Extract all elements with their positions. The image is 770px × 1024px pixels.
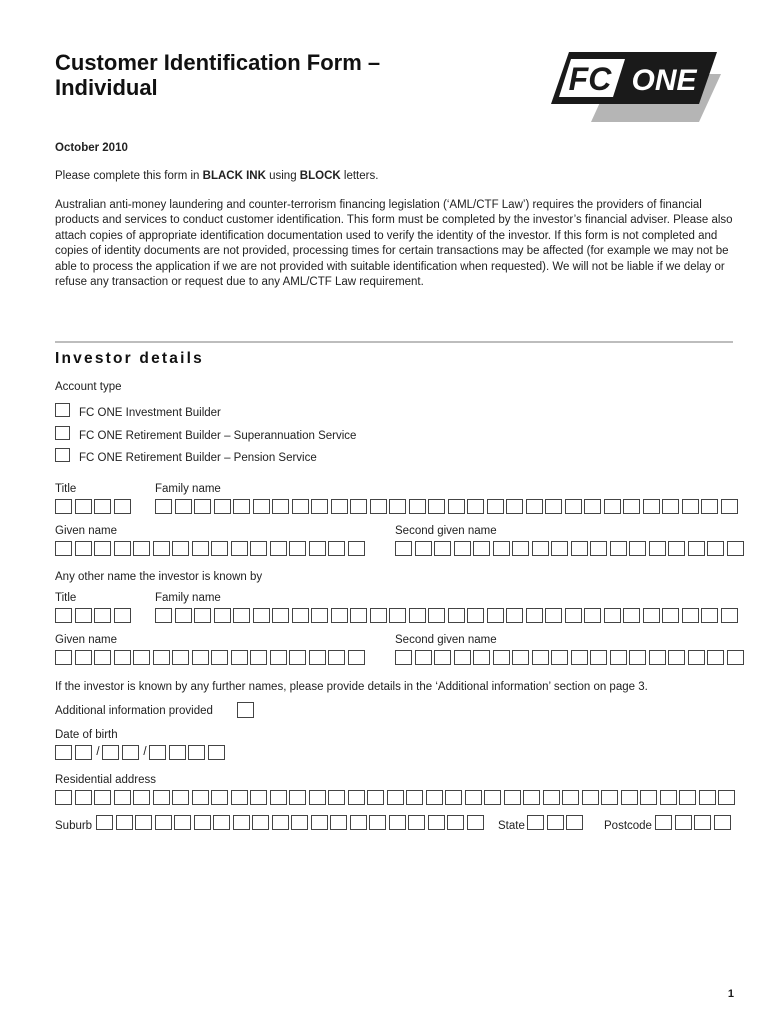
family-name-field[interactable] bbox=[155, 499, 740, 514]
char-box[interactable] bbox=[506, 499, 523, 514]
char-box[interactable] bbox=[94, 541, 111, 556]
char-box[interactable] bbox=[448, 608, 465, 623]
char-box[interactable] bbox=[487, 499, 504, 514]
char-box[interactable] bbox=[465, 790, 482, 805]
char-box[interactable] bbox=[328, 650, 345, 665]
char-box[interactable] bbox=[526, 608, 543, 623]
char-box[interactable] bbox=[233, 608, 250, 623]
char-box[interactable] bbox=[395, 650, 412, 665]
instruction-suffix: letters. bbox=[340, 170, 379, 182]
char-box[interactable] bbox=[640, 790, 657, 805]
char-box[interactable] bbox=[473, 541, 490, 556]
account-type-option-investment: FC ONE Investment Builder bbox=[79, 407, 221, 419]
char-box[interactable] bbox=[701, 608, 718, 623]
dob-year-field[interactable] bbox=[149, 745, 227, 760]
char-box[interactable] bbox=[545, 608, 562, 623]
account-type-option-pension: FC ONE Retirement Builder – Pension Service bbox=[79, 452, 317, 464]
char-box[interactable] bbox=[213, 815, 230, 830]
char-box[interactable] bbox=[426, 790, 443, 805]
instruction-block: BLOCK bbox=[299, 170, 341, 182]
char-box[interactable] bbox=[395, 541, 412, 556]
char-box[interactable] bbox=[194, 499, 211, 514]
char-box[interactable] bbox=[330, 815, 347, 830]
char-box[interactable] bbox=[643, 608, 660, 623]
char-box[interactable] bbox=[135, 815, 152, 830]
char-box[interactable] bbox=[55, 650, 72, 665]
char-box[interactable] bbox=[114, 499, 131, 514]
char-box[interactable] bbox=[445, 790, 462, 805]
char-box[interactable] bbox=[447, 815, 464, 830]
second-given-name-field[interactable] bbox=[395, 541, 746, 556]
char-box[interactable] bbox=[348, 790, 365, 805]
char-box[interactable] bbox=[545, 499, 562, 514]
char-box[interactable] bbox=[467, 608, 484, 623]
char-box[interactable] bbox=[311, 608, 328, 623]
char-box[interactable] bbox=[75, 499, 92, 514]
char-box[interactable] bbox=[211, 790, 228, 805]
char-box[interactable] bbox=[116, 815, 133, 830]
char-box[interactable] bbox=[389, 815, 406, 830]
char-box[interactable] bbox=[532, 650, 549, 665]
char-box[interactable] bbox=[389, 499, 406, 514]
char-box[interactable] bbox=[211, 541, 228, 556]
char-box[interactable] bbox=[526, 499, 543, 514]
char-box[interactable] bbox=[250, 541, 267, 556]
char-box[interactable] bbox=[114, 650, 131, 665]
instruction-middle: using bbox=[265, 170, 300, 182]
char-box[interactable] bbox=[727, 541, 744, 556]
char-box[interactable] bbox=[699, 790, 716, 805]
char-box[interactable] bbox=[122, 745, 139, 760]
char-box[interactable] bbox=[55, 499, 72, 514]
char-box[interactable] bbox=[155, 499, 172, 514]
char-box[interactable] bbox=[75, 608, 92, 623]
char-box[interactable] bbox=[272, 499, 289, 514]
char-box[interactable] bbox=[562, 790, 579, 805]
other-family-name-label: Family name bbox=[155, 592, 221, 604]
char-box[interactable] bbox=[153, 541, 170, 556]
char-box[interactable] bbox=[527, 815, 544, 830]
char-box[interactable] bbox=[601, 790, 618, 805]
char-box[interactable] bbox=[707, 541, 724, 556]
char-box[interactable] bbox=[428, 815, 445, 830]
form-date: October 2010 bbox=[55, 142, 128, 154]
char-box[interactable] bbox=[694, 815, 711, 830]
other-name-label: Any other name the investor is known by bbox=[55, 571, 263, 583]
char-box[interactable] bbox=[172, 541, 189, 556]
char-box[interactable] bbox=[454, 650, 471, 665]
char-box[interactable] bbox=[662, 608, 679, 623]
char-box[interactable] bbox=[328, 790, 345, 805]
char-box[interactable] bbox=[311, 499, 328, 514]
char-box[interactable] bbox=[604, 499, 621, 514]
char-box[interactable] bbox=[649, 541, 666, 556]
char-box[interactable] bbox=[102, 745, 119, 760]
char-box[interactable] bbox=[543, 790, 560, 805]
char-box[interactable] bbox=[96, 815, 113, 830]
instruction-prefix: Please complete this form in bbox=[55, 170, 203, 182]
char-box[interactable] bbox=[231, 650, 248, 665]
char-box[interactable] bbox=[289, 541, 306, 556]
char-box[interactable] bbox=[701, 499, 718, 514]
char-box[interactable] bbox=[551, 541, 568, 556]
char-box[interactable] bbox=[292, 608, 309, 623]
char-box[interactable] bbox=[467, 815, 484, 830]
char-box[interactable] bbox=[428, 499, 445, 514]
instruction-ink: BLACK INK bbox=[202, 170, 266, 182]
char-box[interactable] bbox=[309, 650, 326, 665]
title-label: Title bbox=[55, 483, 77, 495]
state-label: State bbox=[498, 820, 525, 832]
char-box[interactable] bbox=[389, 608, 406, 623]
char-box[interactable] bbox=[331, 499, 348, 514]
char-box[interactable] bbox=[610, 541, 627, 556]
char-box[interactable] bbox=[721, 608, 738, 623]
account-type-checkbox-investment[interactable] bbox=[55, 403, 70, 417]
char-box[interactable] bbox=[610, 650, 627, 665]
char-box[interactable] bbox=[493, 650, 510, 665]
char-box[interactable] bbox=[289, 650, 306, 665]
char-box[interactable] bbox=[250, 790, 267, 805]
char-box[interactable] bbox=[643, 499, 660, 514]
additional-info-checkbox[interactable] bbox=[237, 702, 254, 718]
char-box[interactable] bbox=[169, 745, 186, 760]
char-box[interactable] bbox=[350, 608, 367, 623]
char-box[interactable] bbox=[114, 608, 131, 623]
char-box[interactable] bbox=[409, 608, 426, 623]
char-box[interactable] bbox=[233, 815, 250, 830]
char-box[interactable] bbox=[547, 815, 564, 830]
char-box[interactable] bbox=[55, 745, 72, 760]
char-box[interactable] bbox=[682, 608, 699, 623]
char-box[interactable] bbox=[688, 541, 705, 556]
char-box[interactable] bbox=[668, 541, 685, 556]
char-box[interactable] bbox=[415, 541, 432, 556]
char-box[interactable] bbox=[584, 499, 601, 514]
char-box[interactable] bbox=[94, 499, 111, 514]
char-box[interactable] bbox=[114, 541, 131, 556]
state-field[interactable] bbox=[527, 815, 586, 830]
char-box[interactable] bbox=[565, 608, 582, 623]
char-box[interactable] bbox=[133, 650, 150, 665]
char-box[interactable] bbox=[668, 650, 685, 665]
char-box[interactable] bbox=[679, 790, 696, 805]
char-box[interactable] bbox=[484, 790, 501, 805]
char-box[interactable] bbox=[621, 790, 638, 805]
char-box[interactable] bbox=[211, 650, 228, 665]
char-box[interactable] bbox=[94, 790, 111, 805]
char-box[interactable] bbox=[94, 650, 111, 665]
char-box[interactable] bbox=[214, 608, 231, 623]
char-box[interactable] bbox=[571, 650, 588, 665]
char-box[interactable] bbox=[675, 815, 692, 830]
char-box[interactable] bbox=[721, 499, 738, 514]
char-box[interactable] bbox=[370, 499, 387, 514]
char-box[interactable] bbox=[454, 541, 471, 556]
dob-day-field[interactable] bbox=[55, 745, 94, 760]
further-names-note: If the investor is known by any further names, please provide details in the ‘Additional information’ section on page 3. bbox=[55, 681, 648, 693]
section-title: Investor details bbox=[55, 350, 204, 367]
char-box[interactable] bbox=[350, 499, 367, 514]
char-box[interactable] bbox=[252, 815, 269, 830]
char-box[interactable] bbox=[688, 650, 705, 665]
char-box[interactable] bbox=[565, 499, 582, 514]
account-type-checkbox-pension[interactable] bbox=[55, 448, 70, 462]
char-box[interactable] bbox=[214, 499, 231, 514]
char-box[interactable] bbox=[270, 650, 287, 665]
char-box[interactable] bbox=[409, 499, 426, 514]
residential-address-field[interactable] bbox=[55, 790, 738, 805]
page-title bbox=[55, 50, 380, 100]
char-box[interactable] bbox=[250, 650, 267, 665]
char-box[interactable] bbox=[75, 541, 92, 556]
char-box[interactable] bbox=[194, 608, 211, 623]
char-box[interactable] bbox=[434, 541, 451, 556]
instruction-text bbox=[55, 169, 378, 184]
char-box[interactable] bbox=[590, 541, 607, 556]
char-box[interactable] bbox=[270, 541, 287, 556]
family-name-label: Family name bbox=[155, 483, 221, 495]
char-box[interactable] bbox=[155, 608, 172, 623]
given-name-label: Given name bbox=[55, 525, 118, 537]
char-box[interactable] bbox=[114, 790, 131, 805]
char-box[interactable] bbox=[506, 608, 523, 623]
char-box[interactable] bbox=[55, 541, 72, 556]
dob-month-field[interactable] bbox=[102, 745, 141, 760]
char-box[interactable] bbox=[331, 608, 348, 623]
char-box[interactable] bbox=[55, 608, 72, 623]
postcode-field[interactable] bbox=[655, 815, 733, 830]
other-title-label: Title bbox=[55, 592, 77, 604]
title-line-1: Customer Identification Form – bbox=[55, 50, 381, 75]
char-box[interactable] bbox=[270, 790, 287, 805]
char-box[interactable] bbox=[370, 608, 387, 623]
char-box[interactable] bbox=[448, 499, 465, 514]
char-box[interactable] bbox=[714, 815, 731, 830]
char-box[interactable] bbox=[208, 745, 225, 760]
char-box[interactable] bbox=[434, 650, 451, 665]
suburb-label: Suburb bbox=[55, 820, 93, 832]
char-box[interactable] bbox=[133, 541, 150, 556]
dob-separator: / bbox=[96, 746, 100, 758]
char-box[interactable] bbox=[231, 790, 248, 805]
char-box[interactable] bbox=[272, 608, 289, 623]
char-box[interactable] bbox=[571, 541, 588, 556]
char-box[interactable] bbox=[153, 650, 170, 665]
char-box[interactable] bbox=[155, 815, 172, 830]
char-box[interactable] bbox=[566, 815, 583, 830]
char-box[interactable] bbox=[94, 608, 111, 623]
section-divider bbox=[55, 341, 733, 343]
char-box[interactable] bbox=[153, 790, 170, 805]
char-box[interactable] bbox=[408, 815, 425, 830]
char-box[interactable] bbox=[649, 650, 666, 665]
char-box[interactable] bbox=[428, 608, 445, 623]
char-box[interactable] bbox=[175, 608, 192, 623]
char-box[interactable] bbox=[233, 499, 250, 514]
char-box[interactable] bbox=[75, 745, 92, 760]
suburb-field[interactable] bbox=[96, 815, 486, 830]
char-box[interactable] bbox=[291, 815, 308, 830]
other-family-name-field[interactable] bbox=[155, 608, 740, 623]
char-box[interactable] bbox=[660, 790, 677, 805]
char-box[interactable] bbox=[348, 650, 365, 665]
char-box[interactable] bbox=[192, 790, 209, 805]
char-box[interactable] bbox=[707, 650, 724, 665]
char-box[interactable] bbox=[584, 608, 601, 623]
char-box[interactable] bbox=[406, 790, 423, 805]
fc-one-logo bbox=[551, 52, 721, 122]
char-box[interactable] bbox=[662, 499, 679, 514]
given-name-field[interactable] bbox=[55, 541, 367, 556]
char-box[interactable] bbox=[350, 815, 367, 830]
title-line-2: Individual bbox=[55, 75, 158, 100]
char-box[interactable] bbox=[682, 499, 699, 514]
logo-left-text: FC bbox=[568, 61, 612, 97]
char-box[interactable] bbox=[504, 790, 521, 805]
second-given-name-label: Second given name bbox=[395, 525, 497, 537]
account-type-checkbox-superannuation[interactable] bbox=[55, 426, 70, 440]
char-box[interactable] bbox=[629, 650, 646, 665]
title-field[interactable] bbox=[55, 499, 133, 514]
char-box[interactable] bbox=[604, 608, 621, 623]
intro-paragraph: Australian anti-money laundering and counter-terrorism financing legislation (‘AML/CTF Law’) requires the providers of financial products and services to conduct customer identification. This form must be completed by the investor’s financial adviser. Please also attach copies of appropriate identification documentation used to verify the identity of the investor. If this form is not completed and copies of identity documents are not provided, processing times for certain transactions may be affected (for example we may not be able to process the application if we are not provided with suitable identification when requested). We will not be liable if we delay or refuse any transaction or request due to any AML/CTF Law requirement. bbox=[55, 199, 733, 289]
char-box[interactable] bbox=[328, 541, 345, 556]
char-box[interactable] bbox=[172, 650, 189, 665]
char-box[interactable] bbox=[629, 541, 646, 556]
postcode-label: Postcode bbox=[604, 820, 652, 832]
char-box[interactable] bbox=[311, 815, 328, 830]
char-box[interactable] bbox=[512, 650, 529, 665]
residential-address-label: Residential address bbox=[55, 774, 157, 786]
char-box[interactable] bbox=[192, 650, 209, 665]
char-box[interactable] bbox=[253, 608, 270, 623]
dob-field bbox=[55, 745, 227, 760]
char-box[interactable] bbox=[623, 608, 640, 623]
char-box[interactable] bbox=[415, 650, 432, 665]
char-box[interactable] bbox=[387, 790, 404, 805]
other-title-field[interactable] bbox=[55, 608, 133, 623]
other-second-given-name-label: Second given name bbox=[395, 634, 497, 646]
char-box[interactable] bbox=[590, 650, 607, 665]
char-box[interactable] bbox=[718, 790, 735, 805]
dob-separator: / bbox=[143, 746, 147, 758]
char-box[interactable] bbox=[623, 499, 640, 514]
char-box[interactable] bbox=[367, 790, 384, 805]
char-box[interactable] bbox=[149, 745, 166, 760]
char-box[interactable] bbox=[55, 790, 72, 805]
char-box[interactable] bbox=[194, 815, 211, 830]
dob-label: Date of birth bbox=[55, 729, 118, 741]
char-box[interactable] bbox=[75, 790, 92, 805]
additional-info-label: Additional information provided bbox=[55, 705, 213, 717]
char-box[interactable] bbox=[292, 499, 309, 514]
other-second-given-name-field[interactable] bbox=[395, 650, 746, 665]
char-box[interactable] bbox=[309, 790, 326, 805]
char-box[interactable] bbox=[493, 541, 510, 556]
char-box[interactable] bbox=[172, 790, 189, 805]
char-box[interactable] bbox=[467, 499, 484, 514]
char-box[interactable] bbox=[289, 790, 306, 805]
other-given-name-label: Given name bbox=[55, 634, 118, 646]
char-box[interactable] bbox=[174, 815, 191, 830]
char-box[interactable] bbox=[272, 815, 289, 830]
char-box[interactable] bbox=[532, 541, 549, 556]
char-box[interactable] bbox=[487, 608, 504, 623]
char-box[interactable] bbox=[175, 499, 192, 514]
char-box[interactable] bbox=[348, 541, 365, 556]
char-box[interactable] bbox=[582, 790, 599, 805]
account-type-option-superannuation: FC ONE Retirement Builder – Superannuation Service bbox=[79, 430, 357, 442]
char-box[interactable] bbox=[231, 541, 248, 556]
char-box[interactable] bbox=[523, 790, 540, 805]
char-box[interactable] bbox=[75, 650, 92, 665]
char-box[interactable] bbox=[188, 745, 205, 760]
char-box[interactable] bbox=[253, 499, 270, 514]
char-box[interactable] bbox=[133, 790, 150, 805]
char-box[interactable] bbox=[655, 815, 672, 830]
char-box[interactable] bbox=[369, 815, 386, 830]
other-given-name-field[interactable] bbox=[55, 650, 367, 665]
logo-right-text: ONE bbox=[631, 64, 697, 97]
page-number: 1 bbox=[727, 988, 734, 1000]
char-box[interactable] bbox=[512, 541, 529, 556]
char-box[interactable] bbox=[727, 650, 744, 665]
char-box[interactable] bbox=[473, 650, 490, 665]
account-type-label: Account type bbox=[55, 381, 122, 393]
char-box[interactable] bbox=[192, 541, 209, 556]
char-box[interactable] bbox=[551, 650, 568, 665]
char-box[interactable] bbox=[309, 541, 326, 556]
